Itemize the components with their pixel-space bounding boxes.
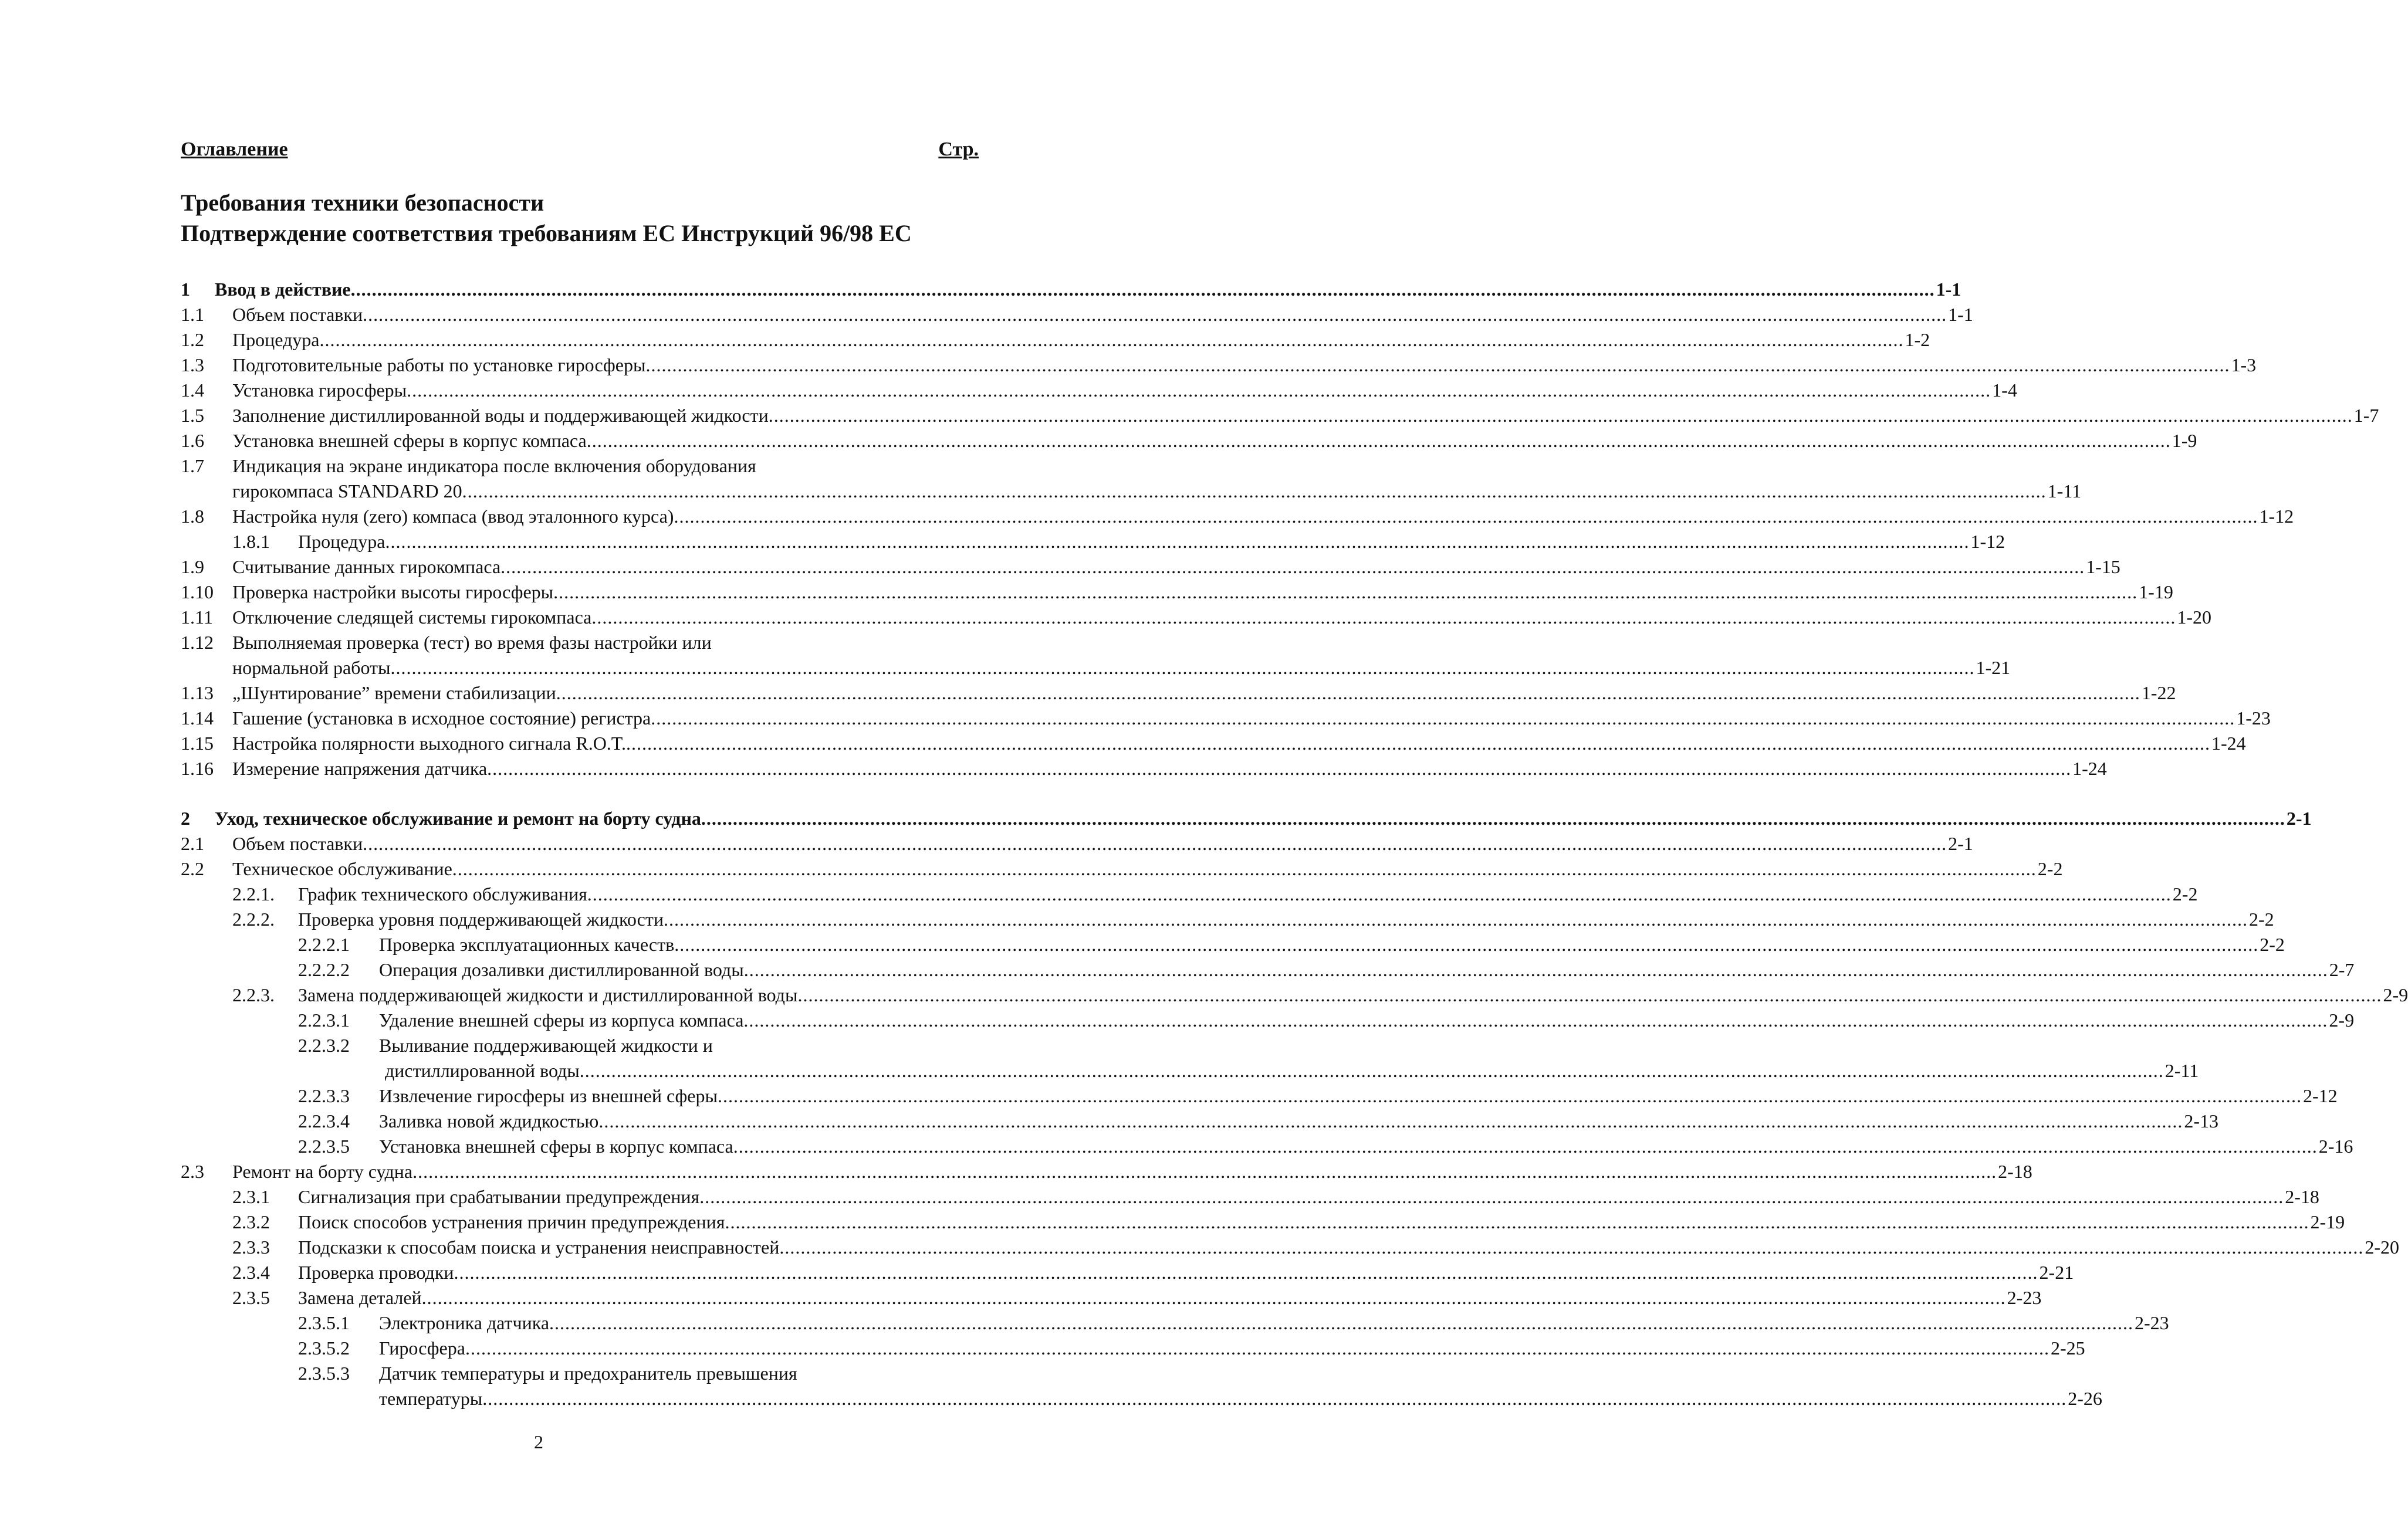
toc-entry-title: Гиросфера: [379, 1337, 465, 1359]
toc-entry: [181, 957, 2355, 983]
toc-entry-page: 2-2: [2260, 934, 2285, 955]
toc-entry-title: Выливание поддерживающей жидкости и: [379, 1035, 713, 1056]
toc-entry-page: 2-20: [2365, 1237, 2399, 1258]
toc-entry: [181, 806, 2312, 831]
toc-entry-title: Индикация на экране индикатора после включения оборудования: [232, 455, 756, 476]
toc-entry: [181, 1336, 2085, 1361]
toc-entry-number: 2.3.3: [232, 1237, 270, 1258]
toc-entry-number: 1.16: [181, 758, 214, 779]
toc-entry-page: 1-12: [1970, 531, 2005, 552]
toc-entry-title: Отключение следящей системы гирокомпаса: [232, 607, 592, 628]
toc-entry-page: 2-9: [2383, 984, 2408, 1005]
toc-entry-number: 2.3.2: [232, 1211, 270, 1232]
dot-leader: ............................................................................................................................................................................................................................................................................................................: [500, 556, 2085, 577]
dot-leader: ............................................................................................................................................................................................................................................................................................................: [598, 1110, 2183, 1132]
toc-entry: [181, 1008, 2355, 1033]
toc-entry-page: 1-20: [2177, 607, 2212, 628]
dot-leader: ............................................................................................................................................................................................................................................................................................................: [743, 1010, 2328, 1031]
toc-entry-title: Проверка настройки высоты гиросферы: [232, 581, 554, 602]
toc-entry-page: 1-24: [2072, 758, 2107, 779]
toc-entry-number: 1: [181, 279, 190, 300]
dot-leader: ............................................................................................................................................................................................................................................................................................................: [579, 1060, 2164, 1081]
toc-entry-page: 2-26: [2068, 1388, 2102, 1409]
dot-leader: ............................................................................................................................................................................................................................................................................................................: [385, 531, 1970, 552]
table-of-contents: [181, 277, 2408, 1411]
dot-leader: ............................................................................................................................................................................................................................................................................................................: [717, 1085, 2302, 1106]
toc-entry: [181, 504, 2294, 529]
toc-entry-number: 2.3.1: [232, 1186, 270, 1207]
toc-entry-number: 2.2.3.: [232, 984, 275, 1005]
toc-entry: [181, 907, 2274, 932]
toc-entry-title: Извлечение гиросферы из внешней сферы: [379, 1085, 718, 1106]
dot-leader: ............................................................................................................................................................................................................................................................................................................: [465, 1337, 2049, 1359]
toc-entry: [181, 831, 1973, 856]
toc-entry-number: 1.10: [181, 581, 214, 602]
toc-entry-number: 2.2.2.1: [298, 934, 350, 955]
toc-entry-page: 2-2: [2248, 909, 2274, 930]
dot-leader: ............................................................................................................................................................................................................................................................................................................: [363, 833, 1947, 854]
toc-entry: [181, 731, 2246, 756]
toc-entry: [181, 327, 1930, 353]
toc-entry-title: Настройка нуля (zero) компаса (ввод эталонного курса): [232, 506, 674, 527]
toc-entry: [181, 1260, 2074, 1285]
toc-entry-title: Ремонт на борту судна: [232, 1161, 413, 1182]
toc-entry: [181, 529, 2005, 554]
toc-entry-page: 2-23: [2135, 1312, 2169, 1333]
safety-requirements-heading: Требования техники безопасности: [181, 189, 544, 216]
dot-leader: ............................................................................................................................................................................................................................................................................................................: [482, 1388, 2067, 1409]
toc-entry-number: 1.5: [181, 405, 204, 426]
toc-entry-number: 2.3.5.3: [298, 1363, 350, 1384]
toc-entry-number: 2.2.1.: [232, 883, 275, 905]
dot-leader: ............................................................................................................................................................................................................................................................................................................: [553, 581, 2138, 602]
toc-entry-page: 2-12: [2302, 1085, 2338, 1106]
toc-entry-title: Измерение напряжения датчика: [232, 758, 488, 779]
dot-leader: ............................................................................................................................................................................................................................................................................................................: [454, 1262, 2038, 1283]
toc-entry-number: 2.2.2.2: [298, 959, 350, 980]
toc-entry-title: Объем поставки: [232, 833, 363, 854]
dot-leader: ............................................................................................................................................................................................................................................................................................................: [421, 1287, 2006, 1308]
toc-entry-page: 2-16: [2318, 1136, 2353, 1157]
toc-entry-title: дистиллированной воды: [385, 1060, 580, 1081]
toc-entry-title: Объем поставки: [232, 304, 363, 325]
toc-entry: [181, 1083, 2338, 1109]
toc-entry: [181, 428, 2197, 453]
toc-entry: [181, 605, 2212, 630]
toc-entry: [181, 1134, 2353, 1159]
toc-entry-title: температуры: [379, 1388, 483, 1409]
toc-entry: [181, 630, 979, 655]
toc-entry: [181, 1184, 2319, 1210]
toc-entry: [181, 403, 2379, 428]
dot-leader: ............................................................................................................................................................................................................................................................................................................: [701, 808, 2285, 829]
toc-entry-page: 2-25: [2050, 1337, 2085, 1359]
toc-entry-page: 1-3: [2231, 354, 2257, 375]
dot-leader: ............................................................................................................................................................................................................................................................................................................: [350, 279, 1935, 300]
toc-entry-number: 1.12: [181, 632, 214, 653]
dot-leader: ............................................................................................................................................................................................................................................................................................................: [733, 1136, 2318, 1157]
toc-entry-title: Поиск способов устранения причин предупреждения: [298, 1211, 725, 1232]
toc-entry-page: 1-1: [1948, 304, 1973, 325]
toc-entry-title: Замена деталей: [298, 1287, 422, 1308]
toc-entry-title: Уход, техническое обслуживание и ремонт на борту судна: [215, 808, 701, 829]
toc-entry: [181, 378, 2017, 403]
toc-entry-number: 2.2.3.1: [298, 1010, 350, 1031]
toc-entry-number: 1.2: [181, 329, 204, 350]
dot-leader: ............................................................................................................................................................................................................................................................................................................: [768, 405, 2353, 426]
toc-entry: [181, 1058, 2199, 1083]
toc-entry-number: 2.2: [181, 858, 204, 879]
dot-leader: ............................................................................................................................................................................................................................................................................................................: [363, 304, 1947, 325]
toc-entry-number: 2.2.3.5: [298, 1136, 350, 1157]
dot-leader: ............................................................................................................................................................................................................................................................................................................: [462, 480, 2047, 502]
toc-entry-page: 2-9: [2329, 1010, 2355, 1031]
toc-entry-page: 2-19: [2310, 1211, 2345, 1232]
dot-leader: ............................................................................................................................................................................................................................................................................................................: [587, 883, 2172, 905]
toc-entry: [181, 277, 1961, 302]
toc-entry-number: 1.3: [181, 354, 204, 375]
toc-entry-page: 1-24: [2211, 733, 2246, 754]
toc-entry-page: 2-11: [2165, 1060, 2199, 1081]
page-number: 2: [534, 1431, 543, 1452]
toc-entry-page: 1-23: [2236, 707, 2271, 729]
toc-entry-page: 1-19: [2139, 581, 2173, 602]
toc-entry: [181, 1159, 2032, 1184]
toc-entry-title: Считывание данных гирокомпаса: [232, 556, 501, 577]
dot-leader: ............................................................................................................................................................................................................................................................................................................: [412, 1161, 1997, 1182]
dot-leader: ............................................................................................................................................................................................................................................................................................................: [674, 934, 2259, 955]
toc-entry-number: 1.13: [181, 682, 214, 703]
toc-entry-number: 1.4: [181, 380, 204, 401]
toc-entry-title: Процедура: [298, 531, 385, 552]
toc-entry-title: нормальной работы: [232, 657, 391, 678]
toc-entry: [181, 856, 2063, 882]
toc-entry-title: Сигнализация при срабатывании предупреждения: [298, 1186, 700, 1207]
toc-entry-title: Настройка полярности выходного сигнала R.O.T.: [232, 733, 626, 754]
dot-leader: ............................................................................................................................................................................................................................................................................................................: [390, 657, 1975, 678]
toc-entry: [181, 302, 1973, 327]
dot-leader: ............................................................................................................................................................................................................................................................................................................: [663, 909, 2248, 930]
toc-entry: [181, 1109, 2218, 1134]
toc-entry-title: гирокомпаса STANDARD 20: [232, 480, 462, 502]
toc-entry-title: Выполняемая проверка (тест) во время фазы настройки или: [232, 632, 712, 653]
dot-leader: ............................................................................................................................................................................................................................................................................................................: [797, 984, 2382, 1005]
dot-leader: ............................................................................................................................................................................................................................................................................................................: [779, 1237, 2364, 1258]
toc-entry: [181, 479, 2082, 504]
toc-entry-number: 2.2.3.3: [298, 1085, 350, 1106]
toc-entry-number: 2.1: [181, 833, 204, 854]
toc-entry: [181, 554, 2120, 580]
toc-entry-page: 2-21: [2039, 1262, 2074, 1283]
dot-leader: ............................................................................................................................................................................................................................................................................................................: [556, 682, 2140, 703]
toc-entry-page: 1-4: [1992, 380, 2017, 401]
toc-entry: [181, 353, 2257, 378]
dot-leader: ............................................................................................................................................................................................................................................................................................................: [725, 1211, 2309, 1232]
toc-entry-title: Замена поддерживающей жидкости и дистиллированной воды: [298, 984, 798, 1005]
toc-entry-title: Ввод в действие: [215, 279, 351, 300]
toc-entry: [181, 680, 2176, 706]
toc-entry: [181, 706, 2271, 731]
toc-entry-number: 1.9: [181, 556, 204, 577]
toc-entry: [181, 932, 2285, 957]
toc-entry: [181, 580, 2173, 605]
dot-leader: ............................................................................................................................................................................................................................................................................................................: [586, 430, 2171, 451]
toc-entry: [181, 1210, 2345, 1235]
toc-entry-number: 1.6: [181, 430, 204, 451]
dot-leader: ............................................................................................................................................................................................................................................................................................................: [645, 354, 2230, 375]
toc-entry-title: Заполнение дистиллированной воды и поддерживающей жидкости: [232, 405, 769, 426]
toc-entry: [181, 1285, 2042, 1310]
toc-entry-title: Удаление внешней сферы из корпуса компаса: [379, 1010, 744, 1031]
dot-leader: ............................................................................................................................................................................................................................................................................................................: [699, 1186, 2284, 1207]
toc-entry-page: 1-11: [2047, 480, 2082, 502]
toc-entry-page: 2-1: [1948, 833, 1973, 854]
toc-entry-number: 2.3.5: [232, 1287, 270, 1308]
toc-entry-page: 2-2: [2172, 883, 2198, 905]
toc-entry-number: 1.7: [181, 455, 204, 476]
toc-entry-title: Операция дозаливки дистиллированной воды: [379, 959, 744, 980]
toc-entry-title: Процедура: [232, 329, 320, 350]
toc-entry-title: Подготовительные работы по установке гиросферы: [232, 354, 646, 375]
dot-leader: ............................................................................................................................................................................................................................................................................................................: [625, 733, 2210, 754]
toc-entry-page: 1-21: [1976, 657, 2011, 678]
toc-entry-title: Установка внешней сферы в корпус компаса: [379, 1136, 733, 1157]
toc-entry-title: Проверка проводки: [298, 1262, 454, 1283]
toc-entry-title: Проверка эксплуатационных качеств: [379, 934, 675, 955]
toc-entry-page: 2-23: [2007, 1287, 2042, 1308]
toc-entry-title: Установка внешней сферы в корпус компаса: [232, 430, 587, 451]
toc-entry: [181, 655, 2011, 680]
toc-entry-title: Проверка уровня поддерживающей жидкости: [298, 909, 664, 930]
toc-entry: [181, 1235, 2399, 1260]
toc-entry-number: 2.3.4: [232, 1262, 270, 1283]
toc-entry-title: Техническое обслуживание: [232, 858, 452, 879]
toc-entry-number: 2.2.3.4: [298, 1110, 350, 1132]
toc-entry-number: 2: [181, 808, 190, 829]
toc-entry: [181, 756, 2107, 781]
toc-entry: [181, 1033, 979, 1058]
toc-entry: [181, 983, 2408, 1008]
toc-entry-number: 2.3.5.1: [298, 1312, 350, 1333]
toc-entry-page: 1-12: [2259, 506, 2294, 527]
toc-entry: [181, 1361, 979, 1386]
toc-entry-title: График технического обслуживания: [298, 883, 587, 905]
toc-entry-title: Подсказки к способам поиска и устранения неисправностей: [298, 1237, 780, 1258]
toc-entry: [181, 1310, 2169, 1336]
toc-entry-number: 1.8.1: [232, 531, 270, 552]
toc-entry-number: 1.15: [181, 733, 214, 754]
toc-entry-page: 2-2: [2037, 858, 2063, 879]
toc-entry-number: 2.3: [181, 1161, 204, 1182]
toc-entry: [181, 1386, 2102, 1411]
toc-entry-title: „Шунтирование” времени стабилизации: [232, 682, 556, 703]
dot-leader: ............................................................................................................................................................................................................................................................................................................: [549, 1312, 2134, 1333]
page-column-label: Стр.: [938, 138, 979, 160]
ec-conformity-heading: Подтверждение соответствия требованиям ЕС Инструкций 96/98 ЕС: [181, 220, 912, 246]
toc-entry-page: 1-1: [1936, 279, 1961, 300]
toc-entry-number: 2.2.2.: [232, 909, 275, 930]
toc-entry-number: 2.3.5.2: [298, 1337, 350, 1359]
toc-entry-page: 2-1: [2286, 808, 2312, 829]
dot-leader: ............................................................................................................................................................................................................................................................................................................: [487, 758, 2072, 779]
toc-entry-number: 1.1: [181, 304, 204, 325]
dot-leader: ............................................................................................................................................................................................................................................................................................................: [651, 707, 2235, 729]
toc-entry-title: Заливка новой ждидкостью: [379, 1110, 599, 1132]
dot-leader: ............................................................................................................................................................................................................................................................................................................: [743, 959, 2328, 980]
toc-entry-title: Датчик температуры и предохранитель превышения: [379, 1363, 797, 1384]
toc-header: [181, 138, 979, 164]
toc-entry-title: Электроника датчика: [379, 1312, 550, 1333]
toc-entry-page: 1-22: [2141, 682, 2176, 703]
dot-leader: ............................................................................................................................................................................................................................................................................................................: [452, 858, 2037, 879]
toc-entry-page: 1-9: [2172, 430, 2197, 451]
dot-leader: ............................................................................................................................................................................................................................................................................................................: [674, 506, 2258, 527]
toc-entry-page: 1-7: [2353, 405, 2379, 426]
toc-entry-title: Гашение (установка в исходное состояние) регистра: [232, 707, 651, 729]
toc-entry: [181, 882, 2198, 907]
toc-entry-page: 2-7: [2329, 959, 2355, 980]
toc-entry: [181, 453, 979, 479]
toc-entry-page: 2-18: [2285, 1186, 2319, 1207]
toc-entry-number: 2.2.3.2: [298, 1035, 350, 1056]
dot-leader: ............................................................................................................................................................................................................................................................................................................: [591, 607, 2176, 628]
toc-entry-page: 1-15: [2086, 556, 2120, 577]
toc-entry-number: 1.8: [181, 506, 204, 527]
toc-entry-title: Установка гиросферы: [232, 380, 407, 401]
toc-heading: Оглавление: [181, 138, 288, 160]
dot-leader: ............................................................................................................................................................................................................................................................................................................: [319, 329, 1904, 350]
dot-leader: ............................................................................................................................................................................................................................................................................................................: [407, 380, 1991, 401]
toc-entry-page: 1-2: [1905, 329, 1930, 350]
toc-entry-page: 2-18: [1998, 1161, 2032, 1182]
toc-entry-page: 2-13: [2184, 1110, 2218, 1132]
toc-entry-number: 1.11: [181, 607, 213, 628]
toc-entry-number: 1.14: [181, 707, 214, 729]
